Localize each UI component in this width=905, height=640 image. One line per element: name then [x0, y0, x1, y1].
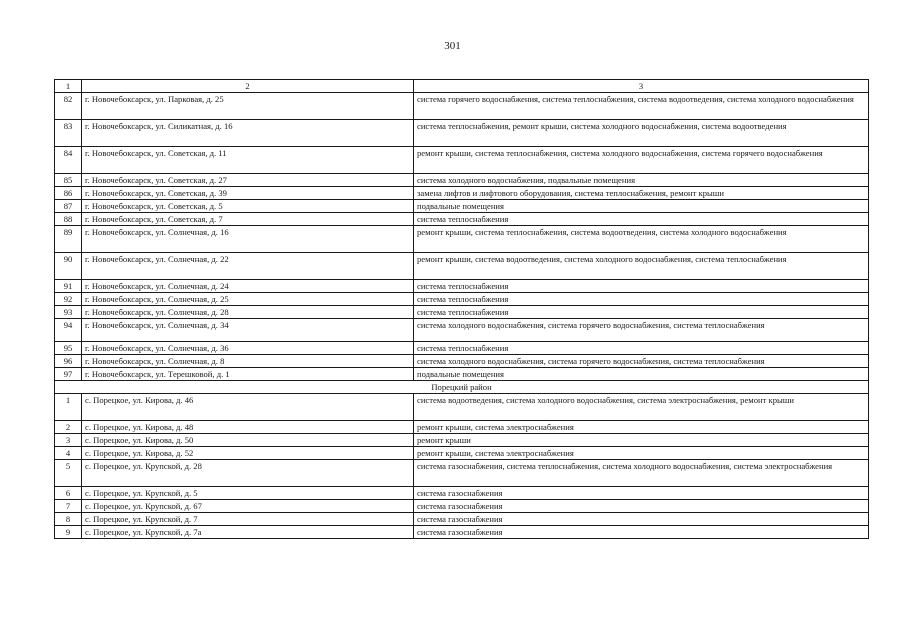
- row-number: 8: [55, 513, 82, 526]
- row-number: 84: [55, 147, 82, 174]
- row-works: система теплоснабжения, ремонт крыши, система холодного водоснабжения, система водоотведения: [414, 120, 869, 147]
- table-header: [55, 80, 869, 93]
- column-header-number: 1: [55, 80, 82, 93]
- table-row: [55, 394, 869, 421]
- row-works: система теплоснабжения: [414, 213, 869, 226]
- table-row: [55, 226, 869, 253]
- table-row: [55, 306, 869, 319]
- row-works: система теплоснабжения: [414, 342, 869, 355]
- row-works: система газоснабжения, система теплоснабжения, система холодного водоснабжения, система электроснабжения: [414, 460, 869, 487]
- row-number: 88: [55, 213, 82, 226]
- table-row: [55, 187, 869, 200]
- row-number: 95: [55, 342, 82, 355]
- row-address: с. Порецкое, ул. Крупской, д. 7: [82, 513, 414, 526]
- table-row: [55, 213, 869, 226]
- table-row: [55, 93, 869, 120]
- table-row: [55, 280, 869, 293]
- column-header-works: 3: [414, 80, 869, 93]
- row-address: г. Новочебоксарск, ул. Солнечная, д. 28: [82, 306, 414, 319]
- row-number: 7: [55, 500, 82, 513]
- row-number: 5: [55, 460, 82, 487]
- table-row: [55, 368, 869, 381]
- row-address: г. Новочебоксарск, ул. Советская, д. 11: [82, 147, 414, 174]
- table-row: [55, 342, 869, 355]
- row-address: г. Новочебоксарск, ул. Солнечная, д. 22: [82, 253, 414, 280]
- row-address: г. Новочебоксарск, ул. Силикатная, д. 16: [82, 120, 414, 147]
- row-address: г. Новочебоксарск, ул. Терешковой, д. 1: [82, 368, 414, 381]
- row-address: с. Порецкое, ул. Крупской, д. 67: [82, 500, 414, 513]
- row-address: г. Новочебоксарск, ул. Солнечная, д. 34: [82, 319, 414, 342]
- row-number: 92: [55, 293, 82, 306]
- row-address: г. Новочебоксарск, ул. Солнечная, д. 16: [82, 226, 414, 253]
- row-works: система газоснабжения: [414, 500, 869, 513]
- row-number: 9: [55, 526, 82, 539]
- row-address: г. Новочебоксарск, ул. Парковая, д. 25: [82, 93, 414, 120]
- table-body-poretsky: [55, 394, 869, 539]
- row-address: г. Новочебоксарск, ул. Солнечная, д. 24: [82, 280, 414, 293]
- row-address: с. Порецкое, ул. Кирова, д. 46: [82, 394, 414, 421]
- table-row: [55, 253, 869, 280]
- housing-works-table: [54, 79, 869, 539]
- row-works: система горячего водоснабжения, система теплоснабжения, система водоотведения, система холодного водоснабжения: [414, 93, 869, 120]
- row-number: 3: [55, 434, 82, 447]
- row-number: 2: [55, 421, 82, 434]
- row-works: замена лифтов и лифтового оборудования, система теплоснабжения, ремонт крыши: [414, 187, 869, 200]
- row-address: с. Порецкое, ул. Кирова, д. 50: [82, 434, 414, 447]
- row-number: 90: [55, 253, 82, 280]
- row-number: 94: [55, 319, 82, 342]
- row-address: с. Порецкое, ул. Крупской, д. 7а: [82, 526, 414, 539]
- row-address: г. Новочебоксарск, ул. Солнечная, д. 36: [82, 342, 414, 355]
- table-row: [55, 293, 869, 306]
- row-works: ремонт крыши, система теплоснабжения, система холодного водоснабжения, система горячего водоснабжения: [414, 147, 869, 174]
- row-address: с. Порецкое, ул. Крупской, д. 28: [82, 460, 414, 487]
- row-number: 85: [55, 174, 82, 187]
- row-works: ремонт крыши, система теплоснабжения, система водоотведения, система холодного водоснабжения: [414, 226, 869, 253]
- table-body-novocheboksarsk: [55, 93, 869, 381]
- row-number: 93: [55, 306, 82, 319]
- column-header-address: 2: [82, 80, 414, 93]
- section-title: Порецкий район: [55, 381, 869, 394]
- row-works: система холодного водоснабжения, подвальные помещения: [414, 174, 869, 187]
- row-number: 89: [55, 226, 82, 253]
- table-row: [55, 434, 869, 447]
- table-row: [55, 513, 869, 526]
- table-row: [55, 319, 869, 342]
- row-works: система водоотведения, система холодного водоснабжения, система электроснабжения, ремонт крыши: [414, 394, 869, 421]
- row-works: ремонт крыши: [414, 434, 869, 447]
- table-row: [55, 120, 869, 147]
- row-works: система теплоснабжения: [414, 280, 869, 293]
- row-works: система газоснабжения: [414, 513, 869, 526]
- table-row: [55, 421, 869, 434]
- row-address: г. Новочебоксарск, ул. Советская, д. 7: [82, 213, 414, 226]
- row-works: система холодного водоснабжения, система горячего водоснабжения, система теплоснабжения: [414, 355, 869, 368]
- row-address: г. Новочебоксарск, ул. Солнечная, д. 8: [82, 355, 414, 368]
- section-row: [55, 381, 869, 394]
- row-number: 91: [55, 280, 82, 293]
- row-address: с. Порецкое, ул. Крупской, д. 5: [82, 487, 414, 500]
- row-works: система холодного водоснабжения, система горячего водоснабжения, система теплоснабжения: [414, 319, 869, 342]
- row-works: система теплоснабжения: [414, 293, 869, 306]
- row-works: подвальные помещения: [414, 200, 869, 213]
- row-number: 86: [55, 187, 82, 200]
- row-number: 1: [55, 394, 82, 421]
- table-row: [55, 460, 869, 487]
- row-address: с. Порецкое, ул. Кирова, д. 52: [82, 447, 414, 460]
- table-row: [55, 487, 869, 500]
- row-address: г. Новочебоксарск, ул. Советская, д. 27: [82, 174, 414, 187]
- row-works: система теплоснабжения: [414, 306, 869, 319]
- row-works: система газоснабжения: [414, 526, 869, 539]
- row-number: 87: [55, 200, 82, 213]
- row-address: с. Порецкое, ул. Кирова, д. 48: [82, 421, 414, 434]
- row-number: 97: [55, 368, 82, 381]
- table-row: [55, 355, 869, 368]
- row-works: подвальные помещения: [414, 368, 869, 381]
- row-address: г. Новочебоксарск, ул. Советская, д. 5: [82, 200, 414, 213]
- table-row: [55, 174, 869, 187]
- row-works: ремонт крыши, система электроснабжения: [414, 421, 869, 434]
- row-works: система газоснабжения: [414, 487, 869, 500]
- table-row: [55, 200, 869, 213]
- row-address: г. Новочебоксарск, ул. Советская, д. 39: [82, 187, 414, 200]
- table-row: [55, 447, 869, 460]
- row-number: 4: [55, 447, 82, 460]
- row-works: ремонт крыши, система электроснабжения: [414, 447, 869, 460]
- table-row: [55, 526, 869, 539]
- row-number: 82: [55, 93, 82, 120]
- page-number: 301: [444, 40, 461, 52]
- table-row: [55, 147, 869, 174]
- row-works: ремонт крыши, система водоотведения, система холодного водоснабжения, система теплоснабжения: [414, 253, 869, 280]
- row-address: г. Новочебоксарск, ул. Солнечная, д. 25: [82, 293, 414, 306]
- row-number: 96: [55, 355, 82, 368]
- row-number: 6: [55, 487, 82, 500]
- table-row: [55, 500, 869, 513]
- row-number: 83: [55, 120, 82, 147]
